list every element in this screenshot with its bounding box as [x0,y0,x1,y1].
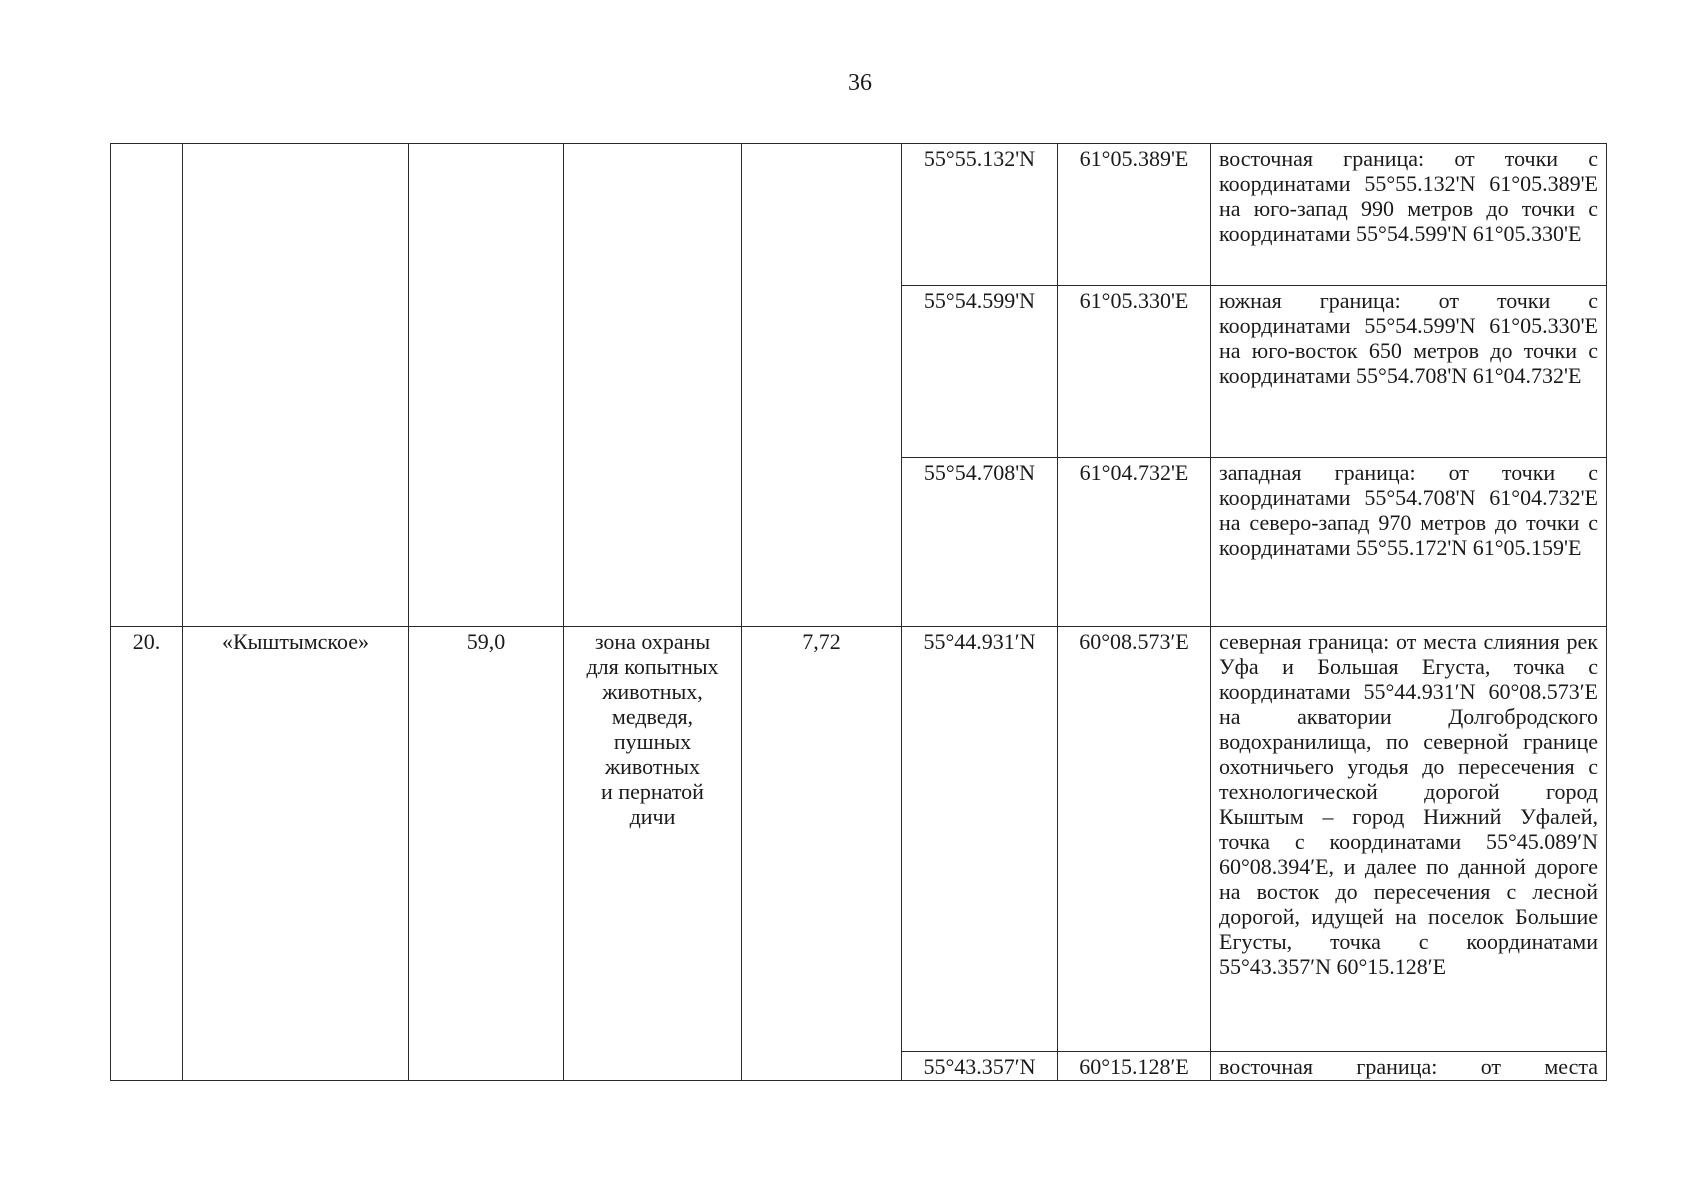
entry-number: 20. [111,627,183,1081]
latitude-cell: 55°54.708'N [902,458,1058,627]
latitude-cell: 55°54.599'N [902,286,1058,458]
page-number: 36 [848,70,872,96]
zone-area-cell-empty [742,144,902,627]
table-row [111,144,1607,286]
table-row [111,627,1607,1052]
boundary-description: южная граница: от точки с координатами 55°54.599'N 61°05.330'E на юго-восток 650 метров до точки с координатами 55°54.708'N 61°04.732'E [1211,286,1607,458]
longitude-cell: 61°04.732'E [1058,458,1211,627]
longitude-cell: 61°05.330'E [1058,286,1211,458]
area-cell-empty [409,144,564,627]
latitude-cell: 55°44.931′N [902,627,1058,1052]
latitude-cell: 55°43.357′N [902,1052,1058,1081]
entry-area: 59,0 [409,627,564,1081]
name-cell-empty [183,144,409,627]
zone-cell-empty [564,144,742,627]
longitude-cell: 60°08.573′E [1058,627,1211,1052]
longitude-cell: 61°05.389'E [1058,144,1211,286]
boundary-description: восточная граница: от места [1211,1052,1607,1081]
entry-name: «Кыштымское» [183,627,409,1081]
boundary-description: восточная граница: от точки с координатами 55°55.132'N 61°05.389'E на юго-запад 990 метров до точки с координатами 55°54.599'N 61°05.330'E [1211,144,1607,286]
latitude-cell: 55°55.132'N [902,144,1058,286]
boundary-description: западная граница: от точки с координатами 55°54.708'N 61°04.732'E на северо-запад 970 метров до точки с координатами 55°55.172'N 61°05.159'E [1211,458,1607,627]
hunting-grounds-table [110,143,1607,1081]
longitude-cell: 60°15.128′E [1058,1052,1211,1081]
boundary-description: северная граница: от места слияния рек Уфа и Большая Егуста, точка с координатами 55°44.931′N 60°08.573′E на акватории Долгобродского водохранилища, по северной границе охотничьего угодья до пересечения с технологической дорогой город Кыштым – город Нижний Уфалей, точка с координатами 55°45.089′N 60°08.394′E, и далее по данной дороге на восток до пересечения с лесной дорогой, идущей на поселок Большие Егусты, точка с координатами 55°43.357′N 60°15.128′E [1211,627,1607,1052]
number-cell-empty [111,144,183,627]
protection-zone-area: 7,72 [742,627,902,1081]
protection-zone-type: зона охраны для копытных животных, медведя, пушных животных и пернатой дичи [564,627,742,1081]
